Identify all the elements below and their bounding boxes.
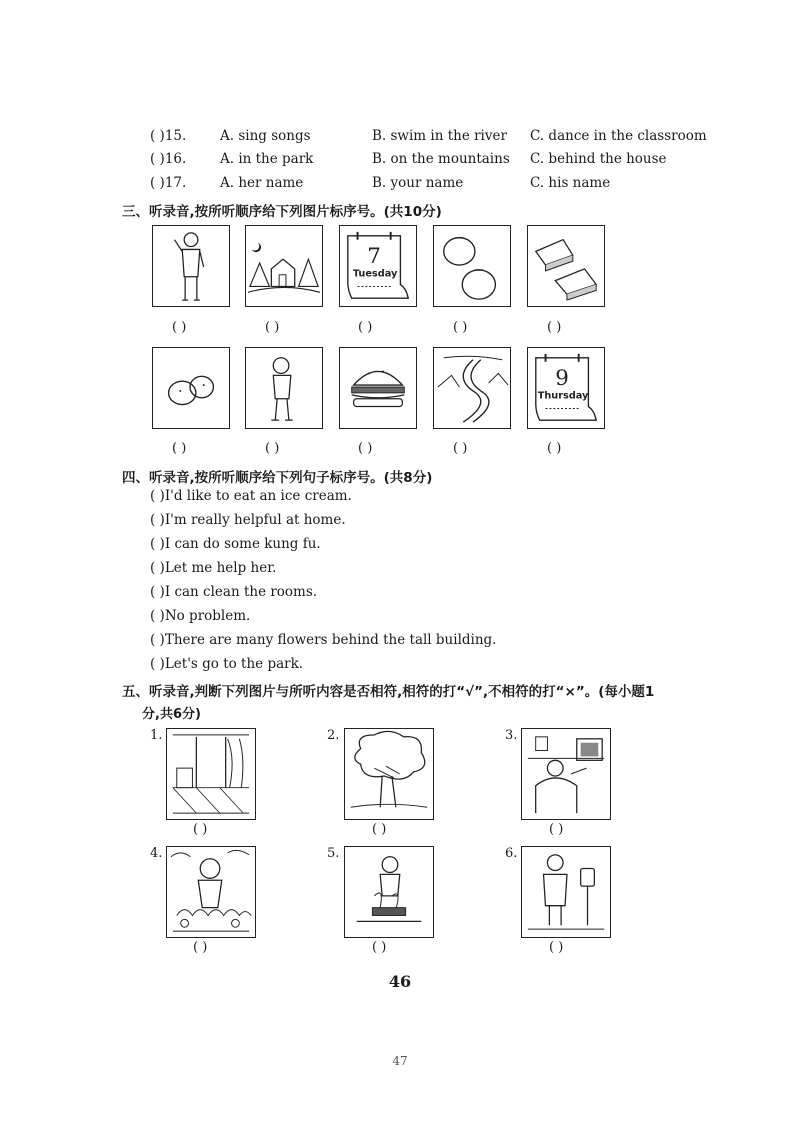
option-c: C. behind the house <box>530 151 667 167</box>
answer-blank[interactable]: ( ) <box>372 940 387 955</box>
answer-blank[interactable]: ( ) <box>453 441 468 456</box>
boy-standing-icon <box>245 347 323 429</box>
answer-blank[interactable]: ( ) <box>265 441 280 456</box>
sentence-item: ( )I can clean the rooms. <box>150 584 318 600</box>
item-number: 2. <box>327 728 340 743</box>
potatoes-icon <box>152 347 230 429</box>
item-number: 4. <box>150 846 163 861</box>
night-village-icon <box>245 225 323 307</box>
option-c: C. dance in the classroom <box>530 128 707 144</box>
section5-heading-cont: 分,共6分) <box>142 707 201 722</box>
sheet-number: 47 <box>392 1054 408 1068</box>
sentence-item: ( )No problem. <box>150 608 251 624</box>
question-number: ( )15. <box>150 128 187 144</box>
option-a: A. sing songs <box>220 128 311 144</box>
item-number: 3. <box>505 728 518 743</box>
sentence-item: ( )I'd like to eat an ice cream. <box>150 488 352 504</box>
item-number: 5. <box>327 846 340 861</box>
answer-blank[interactable]: ( ) <box>172 320 187 335</box>
question-number: ( )17. <box>150 175 187 191</box>
room-icon <box>166 728 256 820</box>
calendar-day-number: 7 <box>367 244 381 270</box>
item-number: 1. <box>150 728 163 743</box>
tomatoes-icon <box>433 225 511 307</box>
answer-blank[interactable]: ( ) <box>358 320 373 335</box>
option-b: B. on the mountains <box>372 151 510 167</box>
question-15 <box>150 128 710 150</box>
answer-blank[interactable]: ( ) <box>193 940 208 955</box>
sentence-item: ( )Let's go to the park. <box>150 656 304 672</box>
answer-blank[interactable]: ( ) <box>172 441 187 456</box>
calendar-day-name: Thursday <box>537 390 589 402</box>
river-icon <box>433 347 511 429</box>
hamburger-icon <box>339 347 417 429</box>
sentence-item: ( )Let me help her. <box>150 560 277 576</box>
computer-user-icon <box>521 728 611 820</box>
section5-heading: 五、听录音,判断下列图片与所听内容是否相符,相符的打“√”,不相符的打“×”。(每小题1 <box>122 684 655 700</box>
item-number: 6. <box>505 846 518 861</box>
calendar-icon <box>527 347 605 429</box>
sandwiches-icon <box>527 225 605 307</box>
option-c: C. his name <box>530 175 611 191</box>
calendar-day-number: 9 <box>555 366 569 392</box>
section3-heading: 三、听录音,按所听顺序给下列图片标序号。(共10分) <box>122 204 442 220</box>
answer-blank[interactable]: ( ) <box>372 822 387 837</box>
question-17 <box>150 175 710 197</box>
question-16 <box>150 151 710 173</box>
section4-heading: 四、听录音,按所听顺序给下列句子标序号。(共8分) <box>122 470 433 486</box>
answer-blank[interactable]: ( ) <box>549 940 564 955</box>
sentence-item: ( )I'm really helpful at home. <box>150 512 346 528</box>
sentence-item: ( )I can do some kung fu. <box>150 536 321 552</box>
sentence-item: ( )There are many flowers behind the tall building. <box>150 632 497 648</box>
answer-blank[interactable]: ( ) <box>549 822 564 837</box>
man-standing-icon <box>152 225 230 307</box>
option-b: B. swim in the river <box>372 128 507 144</box>
answer-blank[interactable]: ( ) <box>265 320 280 335</box>
option-a: A. in the park <box>220 151 314 167</box>
question-number: ( )16. <box>150 151 187 167</box>
answer-blank[interactable]: ( ) <box>547 320 562 335</box>
option-b: B. your name <box>372 175 464 191</box>
answer-blank[interactable]: ( ) <box>547 441 562 456</box>
answer-blank[interactable]: ( ) <box>358 441 373 456</box>
calendar-icon <box>339 225 417 307</box>
cooking-girl-icon <box>344 846 434 938</box>
tree-icon <box>344 728 434 820</box>
answer-blank[interactable]: ( ) <box>193 822 208 837</box>
calendar-day-name: Tuesday <box>352 268 398 280</box>
option-a: A. her name <box>220 175 304 191</box>
answer-blank[interactable]: ( ) <box>453 320 468 335</box>
garden-girl-icon <box>166 846 256 938</box>
bus-stop-man-icon <box>521 846 611 938</box>
page-number: 46 <box>388 972 412 991</box>
